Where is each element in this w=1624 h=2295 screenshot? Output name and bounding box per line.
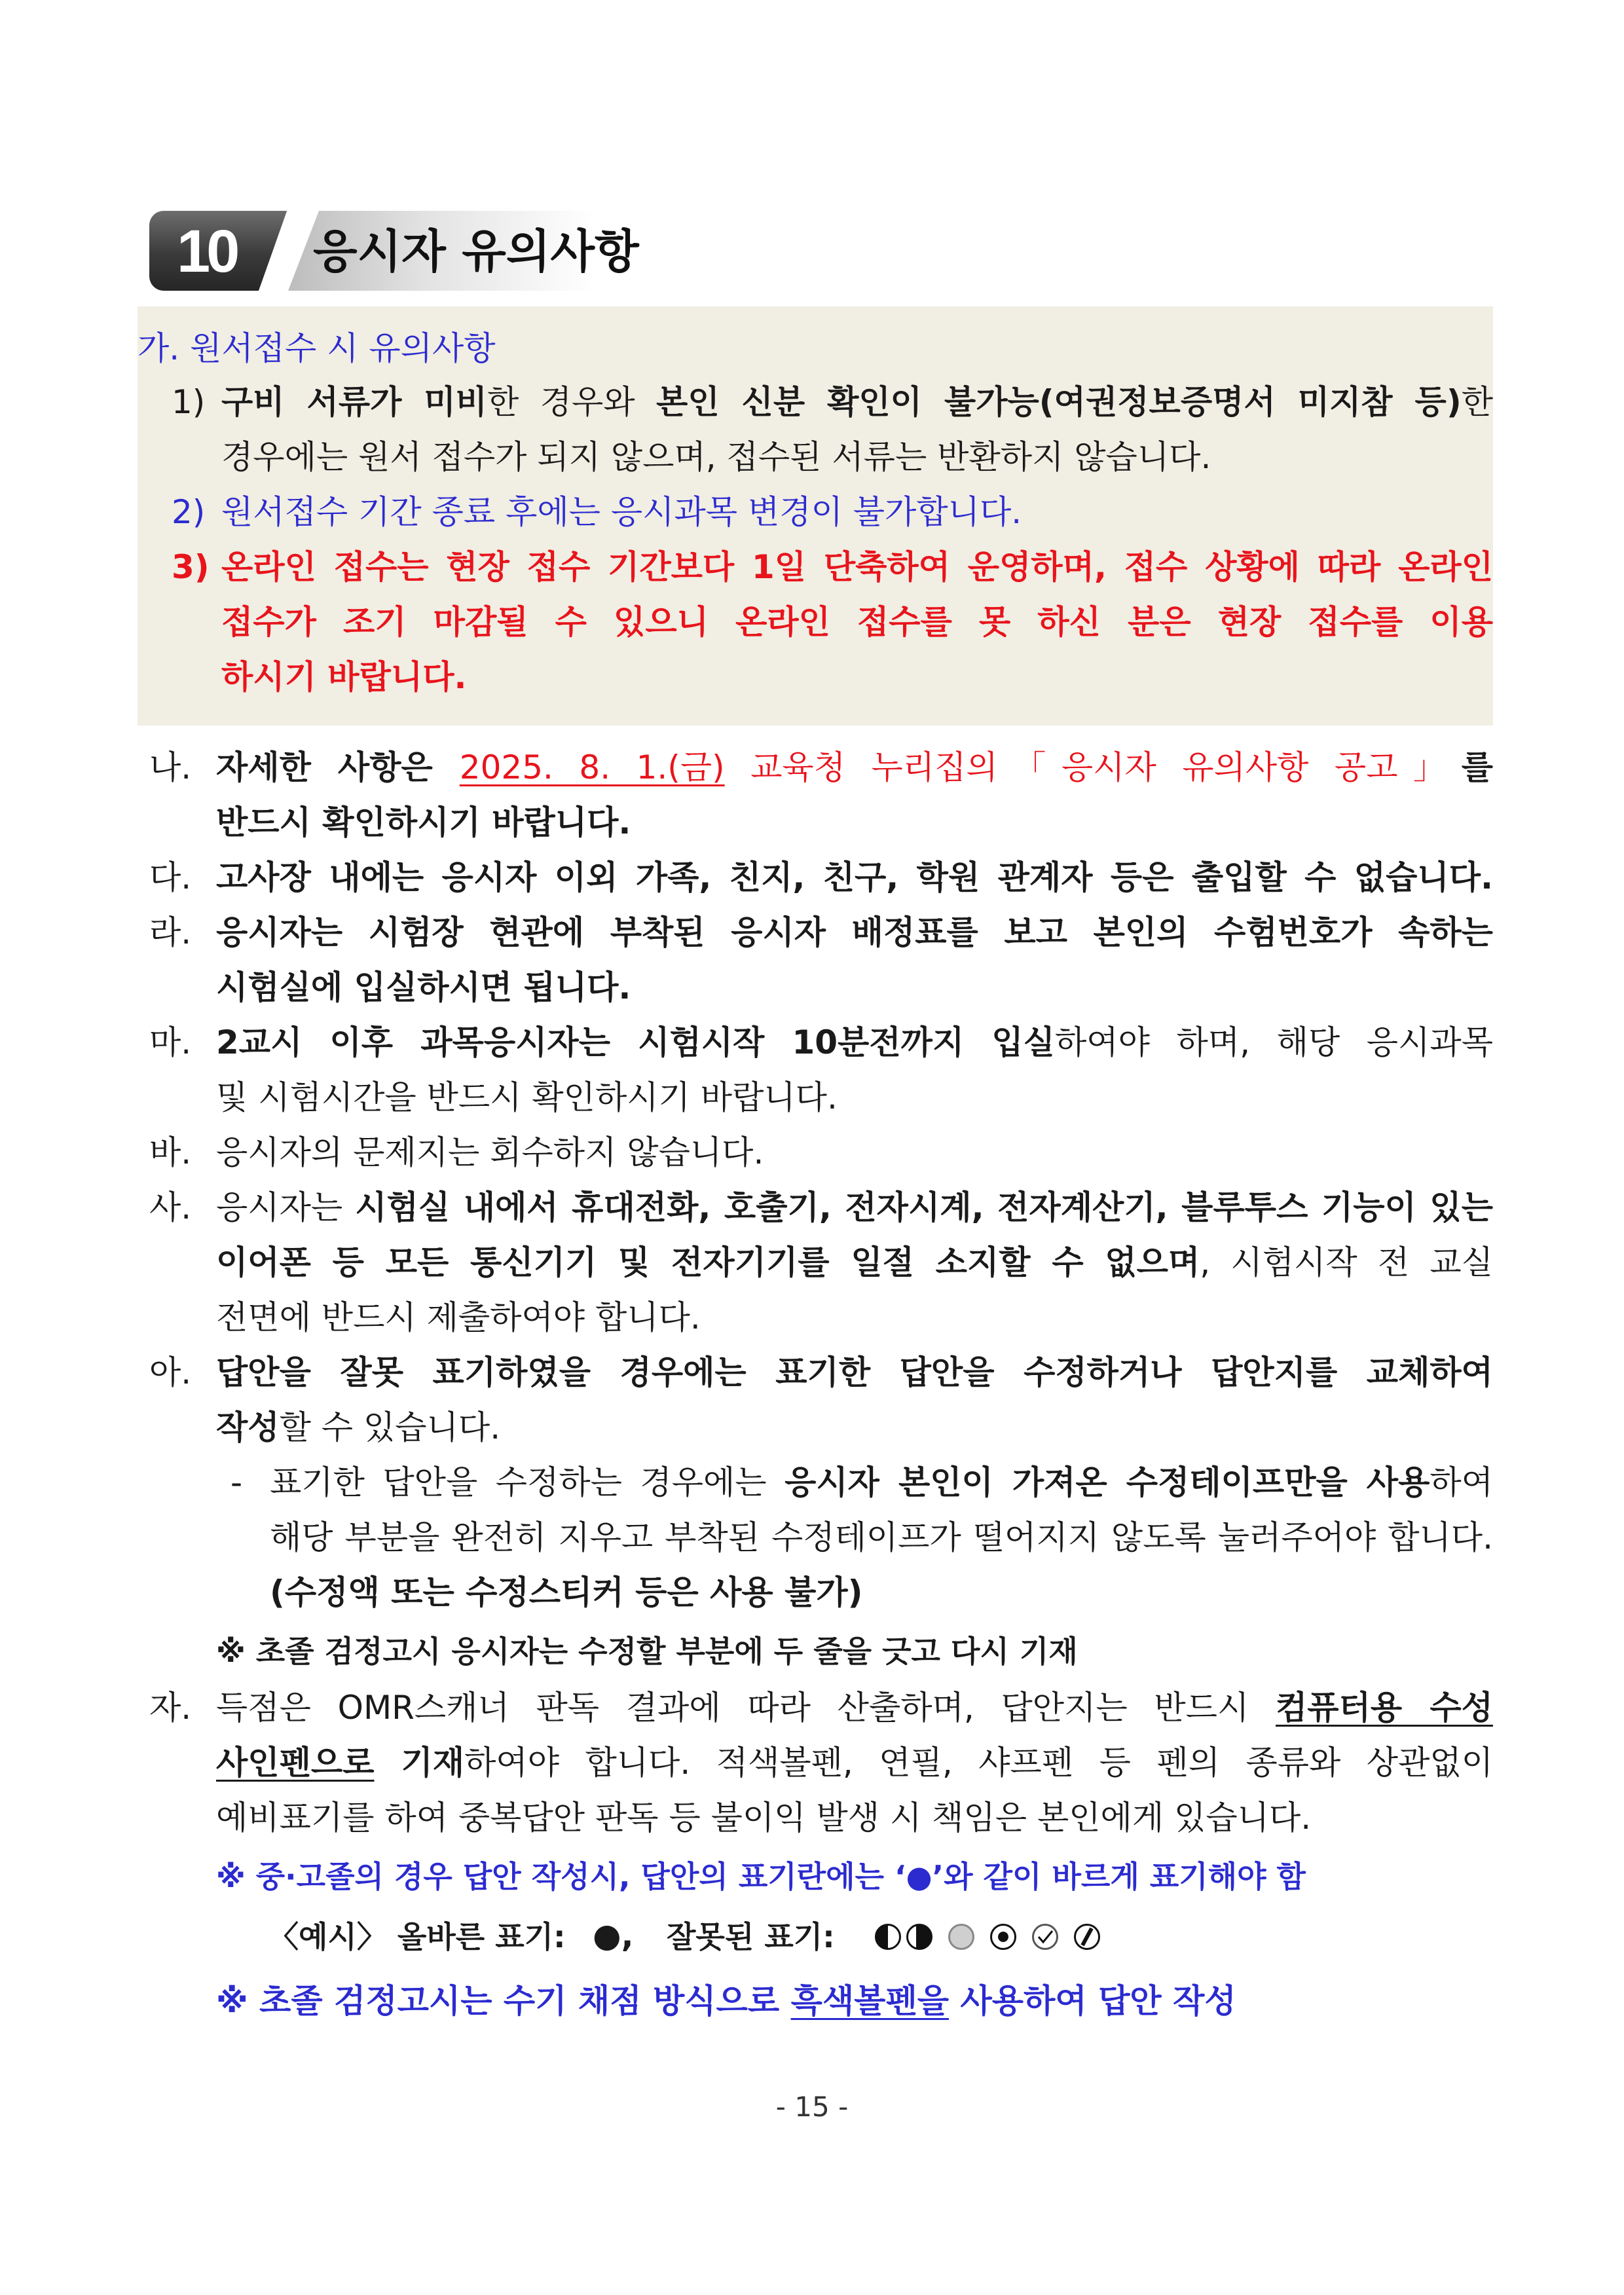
- paragraph-sa-line-2: 이어폰 등 모든 통신기기 및 전자기기를 일절 소지할 수 없으며, 시험시작 전 교실: [216, 1243, 1493, 1281]
- paragraph-prefix: 라.: [149, 913, 192, 951]
- half-filled-left-mark-icon: [875, 1924, 901, 1950]
- paragraph-ra-line-1: 응시자는 시험장 현관에 부착된 응시자 배정표를 보고 본인의 수험번호가 속하는: [216, 913, 1493, 951]
- paragraph-ma-line-1: 2교시 이후 과목응시자는 시험시작 10분전까지 입실하여야 하며, 해당 응시과목: [216, 1023, 1494, 1061]
- paragraph-ra-line-2: 시험실에 입실하시면 됩니다.: [216, 968, 631, 1006]
- item-3-line-3: 하시기 바랍니다.: [221, 658, 467, 696]
- paragraph-ja-line-3: 예비표기를 하여 중복답안 판독 등 불이익 발생 시 책임은 본인에게 있습니다.: [216, 1799, 1312, 1837]
- item-1-line-1: 구비 서류가 미비한 경우와 본인 신분 확인이 불가능(여권정보증명서 미지참 등)한: [221, 383, 1493, 421]
- paragraph-prefix: 사.: [149, 1188, 192, 1226]
- subsection-title-ga: 가. 원서접수 시 유의사항: [138, 329, 496, 367]
- half-filled-right-mark-icon: [906, 1924, 932, 1950]
- item-1-line-2: 경우에는 원서 접수가 되지 않으며, 접수된 서류는 반환하지 않습니다.: [221, 438, 1211, 476]
- item-3-line-2: 접수가 조기 마감될 수 있으니 온라인 접수를 못 하신 분은 현장 접수를 이용: [221, 603, 1493, 641]
- marking-note: ※ 중·고졸의 경우 답안 작성시, 답안의 표기란에는 ‘●’와 같이 바르게 표기해야 함: [216, 1859, 1306, 1894]
- paragraph-prefix: 자.: [149, 1689, 192, 1727]
- page-number: - 15 -: [775, 2091, 849, 2123]
- slash-mark-icon: [1074, 1924, 1100, 1950]
- item-2-text: 원서접수 기간 종료 후에는 응시과목 변경이 불가합니다.: [221, 493, 1022, 531]
- paragraph-prefix: 다.: [149, 858, 192, 896]
- correct-mark-example: ●,: [593, 1917, 634, 1955]
- dash-bullet: -: [231, 1463, 243, 1501]
- paragraph-na-line-1: 자세한 사항은 2025. 8. 1.(금) 교육청 누리집의「응시자 유의사항 공고」를: [216, 748, 1493, 786]
- paragraph-ja-line-2: 사인펜으로 기재하여야 합니다. 적색볼펜, 연필, 샤프펜 등 펜의 종류와 상관없이: [216, 1744, 1494, 1782]
- correction-line-3: (수정액 또는 수정스티커 등은 사용 불가): [270, 1573, 863, 1611]
- paragraph-sa-line-3: 전면에 반드시 제출하여야 합니다.: [216, 1298, 701, 1336]
- paragraph-a-line-1: 답안을 잘못 표기하였을 경우에는 표기한 답안을 수정하거나 답안지를 교체하여: [216, 1353, 1493, 1391]
- paragraph-prefix: 나.: [149, 748, 192, 786]
- wrong-mark-label: 잘못된 표기:: [667, 1919, 835, 1955]
- item-number: 3): [172, 548, 210, 586]
- item-number: 1): [172, 383, 206, 421]
- paragraph-ja-line-1: 득점은 OMR스캐너 판독 결과에 따라 산출하며, 답안지는 반드시 컴퓨터용 수성: [216, 1689, 1493, 1727]
- paragraph-prefix: 아.: [149, 1353, 192, 1391]
- paragraph-da: 고사장 내에는 응시자 이외 가족, 친지, 친구, 학원 관계자 등은 출입할 수 없습니다.: [216, 858, 1493, 896]
- elementary-scoring-note: ※ 초졸 검정고시는 수기 채점 방식으로 흑색볼펜을 사용하여 답안 작성: [216, 1982, 1236, 2020]
- check-mark-icon: [1032, 1924, 1058, 1950]
- paragraph-na-line-2: 반드시 확인하시기 바랍니다.: [216, 803, 631, 841]
- paragraph-a-line-2: 작성할 수 있습니다.: [216, 1408, 501, 1446]
- example-label: 〈예시〉 올바른 표기:: [268, 1919, 566, 1955]
- paragraph-prefix: 바.: [149, 1133, 192, 1171]
- elementary-note: ※ 초졸 검정고시 응시자는 수정할 부분에 두 줄을 긋고 다시 기재: [216, 1634, 1078, 1669]
- paragraph-ma-line-2: 및 시험시간을 반드시 확인하시기 바랍니다.: [216, 1078, 838, 1116]
- correction-line-2: 해당 부분을 완전히 지우고 부착된 수정테이프가 떨어지지 않도록 눌러주어야 합니다.: [270, 1518, 1493, 1556]
- section-number: 10: [177, 218, 236, 285]
- section-title: 응시자 유의사항: [313, 225, 639, 278]
- paragraph-prefix: 마.: [149, 1023, 192, 1061]
- dot-mark-icon: [990, 1924, 1016, 1950]
- correction-line-1: 표기한 답안을 수정하는 경우에는 응시자 본인이 가져온 수정테이프만을 사용하여: [270, 1463, 1494, 1501]
- paragraph-ba: 응시자의 문제지는 회수하지 않습니다.: [216, 1133, 764, 1171]
- item-number: 2): [172, 493, 206, 531]
- paragraph-sa-line-1: 응시자는 시험실 내에서 휴대전화, 호출기, 전자시계, 전자계산기, 블루투스 기능이 있는: [216, 1188, 1493, 1226]
- item-3-line-1: 온라인 접수는 현장 접수 기간보다 1일 단축하여 운영하며, 접수 상황에 따라 온라인: [221, 548, 1493, 586]
- gray-filled-mark-icon: [948, 1924, 974, 1950]
